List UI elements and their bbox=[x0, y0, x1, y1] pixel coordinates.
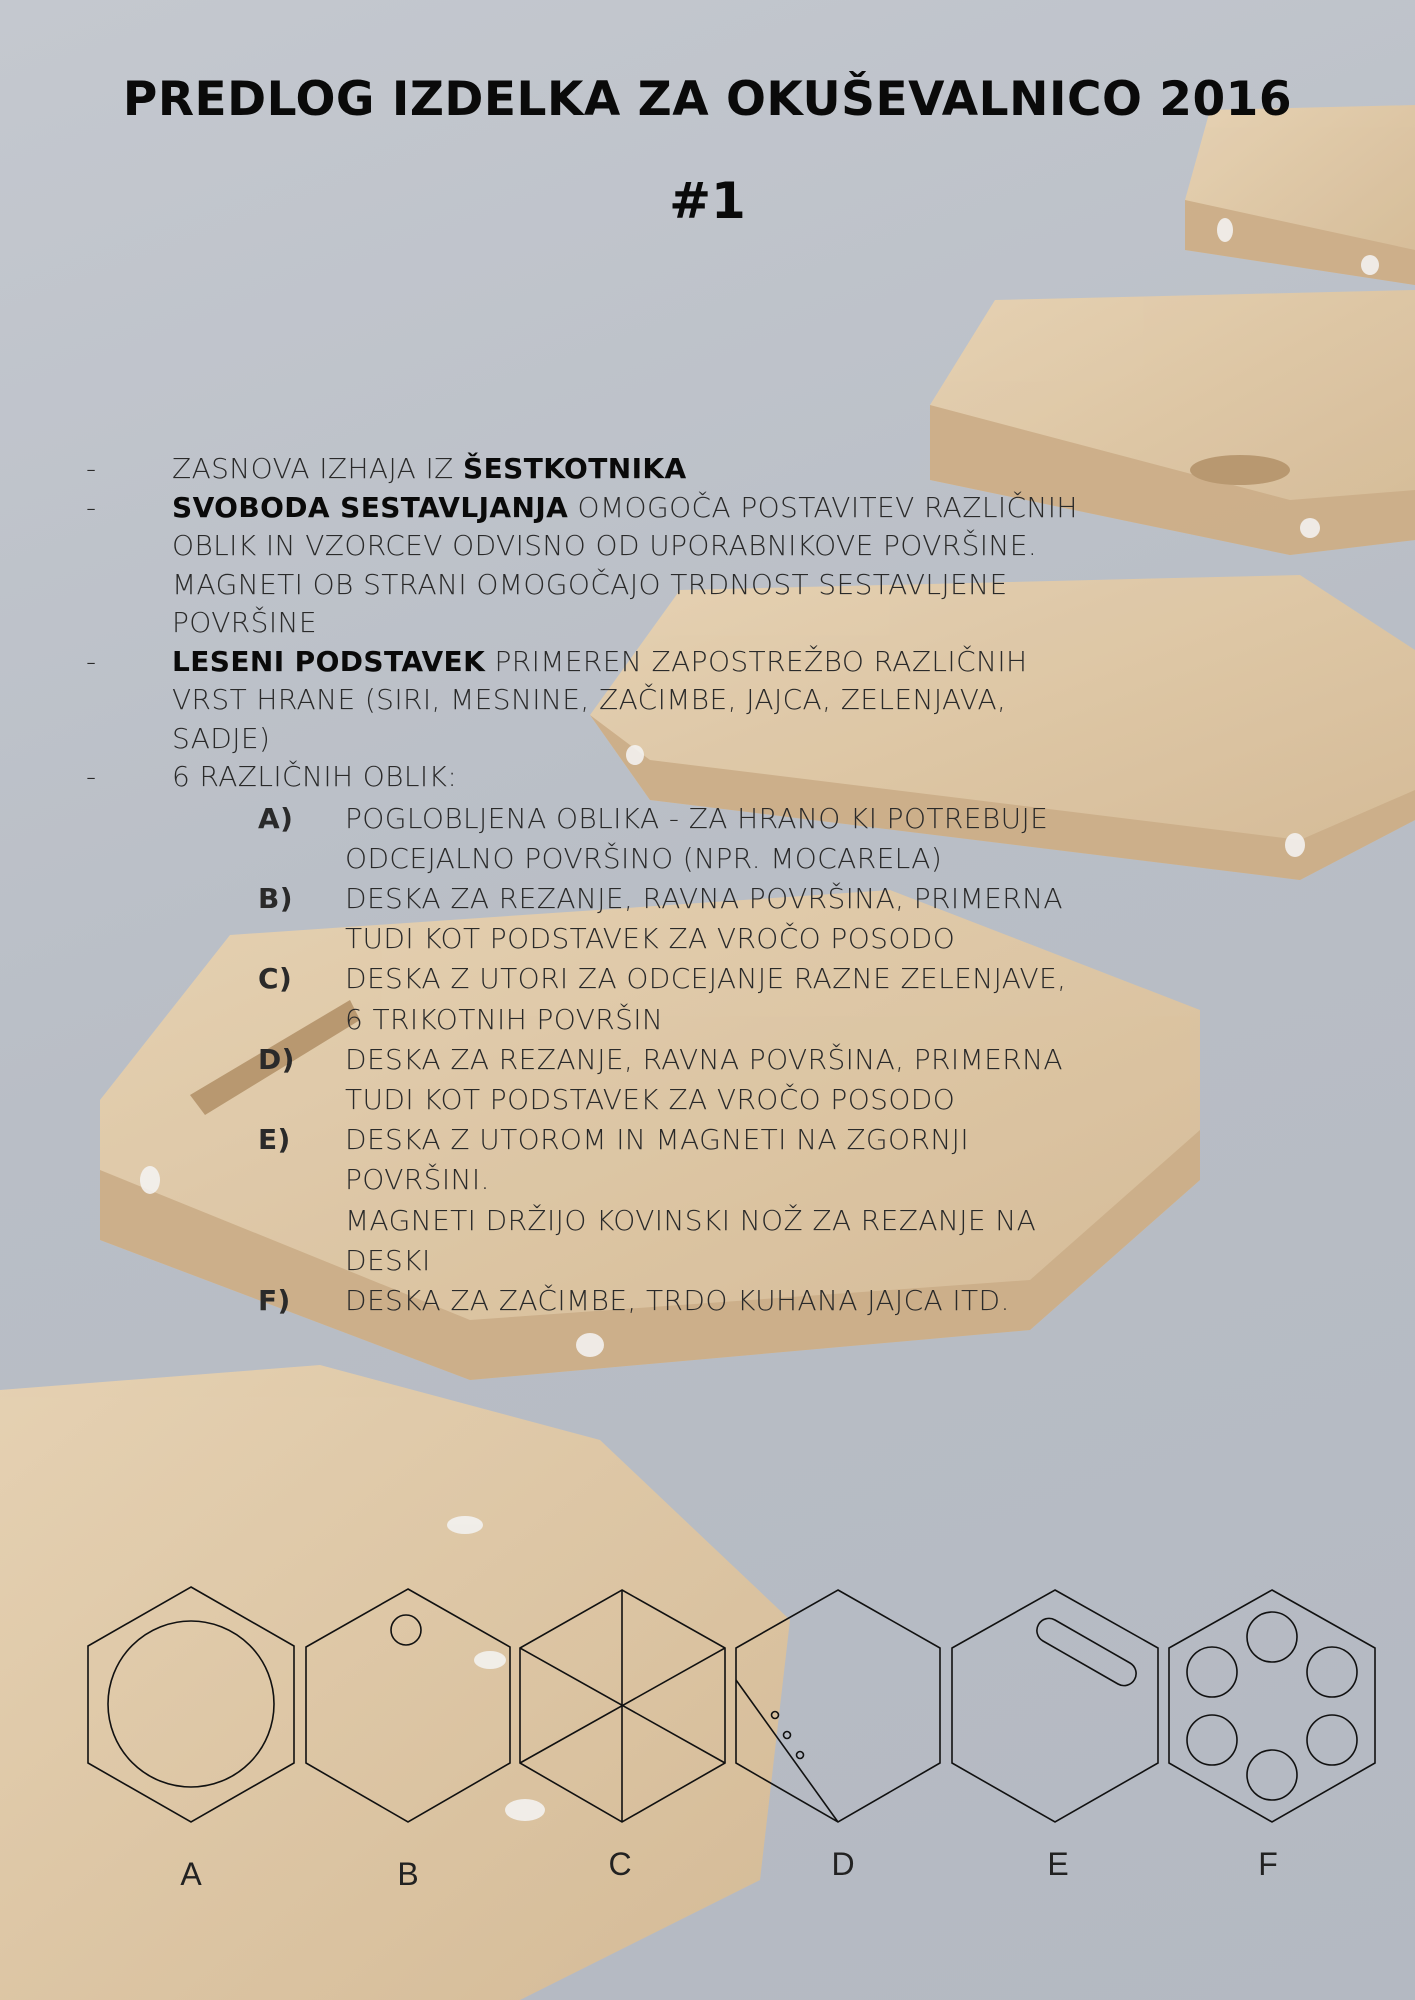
shape-label-c: C bbox=[608, 1846, 632, 1882]
sub-item-text: DESKA Z UTOROM IN MAGNETI NA ZGORNJI bbox=[345, 1123, 969, 1157]
shape-label-d: D bbox=[831, 1846, 855, 1882]
bullet-dash: - bbox=[86, 644, 97, 678]
bullet-line bbox=[172, 720, 1232, 758]
page-number-title: #1 bbox=[669, 172, 746, 230]
hexagon-f bbox=[1169, 1590, 1375, 1822]
bullet-line bbox=[172, 758, 1232, 796]
hexagon-d bbox=[736, 1590, 940, 1822]
sub-item-text: POVRŠINI. bbox=[345, 1163, 490, 1197]
bullet-emphasis: SVOBODA SESTAVLJANJA bbox=[172, 490, 569, 524]
shape-label-b: B bbox=[397, 1856, 419, 1892]
hexagon-b bbox=[306, 1589, 510, 1822]
bullet-text: OMOGOČA POSTAVITEV RAZLIČNIH bbox=[568, 490, 1078, 524]
bullet-line bbox=[172, 566, 1232, 604]
sub-item-text: DESKA ZA ZAČIMBE, TRDO KUHANA JAJCA ITD. bbox=[345, 1283, 1010, 1317]
shape-label-f: F bbox=[1258, 1846, 1278, 1882]
sub-item-text: MAGNETI DRŽIJO KOVINSKI NOŽ ZA REZANJE NA bbox=[345, 1203, 1037, 1237]
bullet-line bbox=[172, 643, 1232, 681]
bullet-text: ZASNOVA IZHAJA IZ bbox=[172, 452, 464, 485]
bullet-text: PRIMEREN ZAPOSTREŽBO RAZLIČNIH bbox=[485, 644, 1028, 678]
sub-item-text: ODCEJALNO POVRŠINO (NPR. MOCARELA) bbox=[345, 841, 943, 875]
sub-item-text: POGLOBLJENA OBLIKA - ZA HRANO KI POTREBUJE bbox=[345, 801, 1049, 835]
sub-item-text: DESKA ZA REZANJE, RAVNA POVRŠINA, PRIMERNA bbox=[345, 1042, 1063, 1076]
sub-item-letter: F) bbox=[258, 1283, 291, 1317]
page-title: PREDLOG IZDELKA ZA OKUŠEVALNICO 2016 bbox=[122, 72, 1293, 127]
sub-item-letter: B) bbox=[258, 881, 293, 915]
sub-item-text: TUDI KOT PODSTAVEK ZA VROČO POSODO bbox=[345, 922, 956, 956]
bullet-line bbox=[172, 527, 1232, 565]
sub-item-text: 6 TRIKOTNIH POVRŠIN bbox=[345, 1002, 664, 1036]
bullet-dash: - bbox=[86, 760, 97, 793]
bullet-text: OBLIK IN VZORCEV ODVISNO OD UPORABNIKOVE POVRŠINE. bbox=[172, 529, 1038, 562]
bullet-line bbox=[172, 450, 1232, 488]
hexagon-c bbox=[520, 1590, 725, 1822]
sub-item-letter: C) bbox=[258, 962, 293, 996]
bullet-line bbox=[172, 604, 1232, 642]
sub-item-text: TUDI KOT PODSTAVEK ZA VROČO POSODO bbox=[345, 1082, 956, 1116]
sub-item-text: DESKA ZA REZANJE, RAVNA POVRŠINA, PRIMERNA bbox=[345, 881, 1063, 915]
shape-label-e: E bbox=[1047, 1846, 1069, 1882]
sub-item-text: DESKI bbox=[345, 1243, 431, 1277]
bullet-text: VRST HRANE (SIRI, MESNINE, ZAČIMBE, JAJCA, ZELENJAVA, bbox=[172, 683, 1007, 716]
bullet-line bbox=[172, 489, 1232, 527]
sub-item-letter: D) bbox=[258, 1042, 295, 1076]
bullet-text: MAGNETI OB STRANI OMOGOČAJO TRDNOST SESTAVLJENE bbox=[172, 567, 1008, 601]
bullet-text: 6 RAZLIČNIH OBLIK: bbox=[172, 760, 458, 793]
bullet-line bbox=[172, 681, 1232, 719]
bullet-emphasis: LESENI PODSTAVEK bbox=[172, 644, 486, 678]
bullet-dash: - bbox=[86, 452, 97, 485]
hexagon-e bbox=[952, 1590, 1158, 1822]
bullet-text: SADJE) bbox=[172, 721, 271, 755]
sub-item-text: DESKA Z UTORI ZA ODCEJANJE RAZNE ZELENJAVE, bbox=[345, 962, 1067, 996]
shape-label-a: A bbox=[180, 1856, 202, 1892]
hexagon-shapes-diagram bbox=[0, 1560, 1415, 2000]
hexagon-a bbox=[88, 1587, 294, 1822]
bullet-dash: - bbox=[86, 490, 97, 524]
sub-item-letter: A) bbox=[258, 801, 294, 835]
bullet-emphasis: ŠESTKOTNIKA bbox=[463, 452, 687, 485]
bullet-text: POVRŠINE bbox=[172, 606, 317, 639]
sub-item-letter: E) bbox=[258, 1123, 291, 1157]
